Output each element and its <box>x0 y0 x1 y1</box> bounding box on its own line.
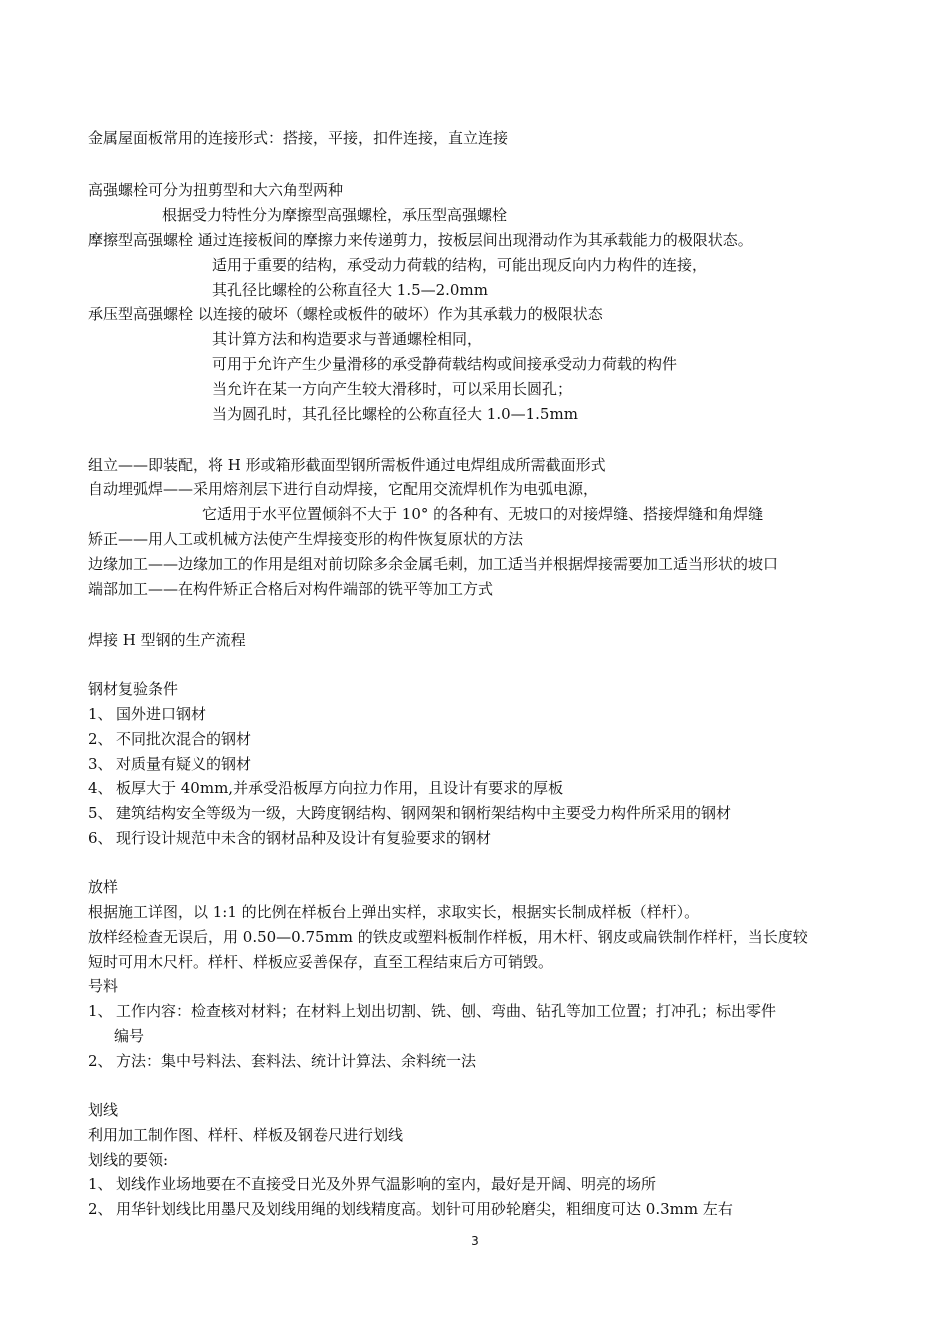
roof-connection-line: 金属屋面板常用的连接形式：搭接，平接，扣件连接，直立连接 <box>88 129 509 147</box>
list-item: 1、 工作内容：检查核对材料；在材料上划出切割、铣、刨、弯曲、钻孔等加工位置；打冲孔；标出零件 <box>88 1002 777 1020</box>
marking-heading: 号料 <box>88 977 119 995</box>
bolt-force-line: 根据受力特性分为摩擦型高强螺栓，承压型高强螺栓 <box>162 206 508 224</box>
list-item: 6、 现行设计规范中未含的钢材品种及设计有复验要求的钢材 <box>88 829 492 847</box>
bearing-bolt-line-5: 当为圆孔时，其孔径比螺栓的公称直径大 1.0—1.5mm <box>212 405 578 423</box>
assembly-line: 组立——即装配，将 H 形或箱形截面型钢所需板件通过电焊组成所需截面形式 <box>88 456 606 474</box>
bearing-bolt-line-1: 承压型高强螺栓 以连接的破坏（螺栓或板件的破坏）作为其承载力的极限状态 <box>88 305 603 323</box>
list-item: 2、 用华针划线比用墨尺及划线用绳的划线精度高。划针可用砂轮磨尖，粗细度可达 0.3mm 左右 <box>88 1200 733 1218</box>
list-item: 4、 板厚大于 40mm,并承受沿板厚方向拉力作用，且设计有要求的厚板 <box>88 779 564 797</box>
lofting-line-1: 根据施工详图，以 1:1 的比例在样板台上弹出实样，求取实长，根据实长制成样板（样杆）。 <box>88 903 700 921</box>
edge-processing-line: 边缘加工——边缘加工的作用是组对前切除多余金属毛刺，加工适当并根据焊接需要加工适当形状的坡口 <box>88 555 779 573</box>
bearing-bolt-line-3: 可用于允许产生少量滑移的承受静荷载结构或间接承受动力荷载的构件 <box>212 355 678 373</box>
list-item: 5、 建筑结构安全等级为一级，大跨度钢结构、钢网架和钢桁架结构中主要受力构件所采用的钢材 <box>88 804 732 822</box>
straighten-line: 矫正——用人工或机械方法使产生焊接变形的构件恢复原状的方法 <box>88 530 524 548</box>
end-processing-line: 端部加工——在构件矫正合格后对构件端部的铣平等加工方式 <box>88 580 494 598</box>
lofting-line-3: 短时可用木尺杆。样杆、样板应妥善保存，直至工程结束后方可销毁。 <box>88 953 554 971</box>
bolt-types-line: 高强螺栓可分为扭剪型和大六角型两种 <box>88 181 344 199</box>
lofting-line-2: 放样经检查无误后，用 0.50—0.75mm 的铁皮或塑料板制作样板，用木杆、钢皮或扁铁制作样杆，当长度较 <box>88 928 808 946</box>
list-item: 1、 划线作业场地要在不直接受日光及外界气温影响的室内，最好是开阔、明亮的场所 <box>88 1175 657 1193</box>
retest-heading: 钢材复验条件 <box>88 680 179 698</box>
page-number: 3 <box>471 1234 479 1248</box>
lofting-heading: 放样 <box>88 878 119 896</box>
list-item: 1、 国外进口钢材 <box>88 705 207 723</box>
list-item: 2、 方法：集中号料法、套料法、统计计算法、余料统一法 <box>88 1052 477 1070</box>
friction-bolt-line-1: 摩擦型高强螺栓 通过连接板间的摩擦力来传递剪力，按板层间出现滑动作为其承载能力的极限状态。 <box>88 231 753 249</box>
scribe-line-2: 划线的要领: <box>88 1151 169 1169</box>
scribe-heading: 划线 <box>88 1101 119 1119</box>
bearing-bolt-line-2: 其计算方法和构造要求与普通螺栓相同， <box>212 330 483 348</box>
list-item-continuation: 编号 <box>114 1027 145 1045</box>
list-item: 3、 对质量有疑义的钢材 <box>88 755 252 773</box>
h-beam-heading: 焊接 H 型钢的生产流程 <box>88 631 246 649</box>
saw-line-1: 自动埋弧焊——采用熔剂层下进行自动焊接，它配用交流焊机作为电弧电源， <box>88 480 599 498</box>
friction-bolt-line-3: 其孔径比螺栓的公称直径大 1.5—2.0mm <box>212 281 488 299</box>
friction-bolt-line-2: 适用于重要的结构，承受动力荷载的结构，可能出现反向内力构件的连接， <box>212 256 708 274</box>
scribe-line-1: 利用加工制作图、样杆、样板及钢卷尺进行划线 <box>88 1126 404 1144</box>
saw-line-2: 它适用于水平位置倾斜不大于 10° 的各种有、无坡口的对接焊缝、搭接焊缝和角焊缝 <box>202 505 764 523</box>
list-item: 2、 不同批次混合的钢材 <box>88 730 252 748</box>
bearing-bolt-line-4: 当允许在某一方向产生较大滑移时，可以采用长圆孔； <box>212 380 573 398</box>
